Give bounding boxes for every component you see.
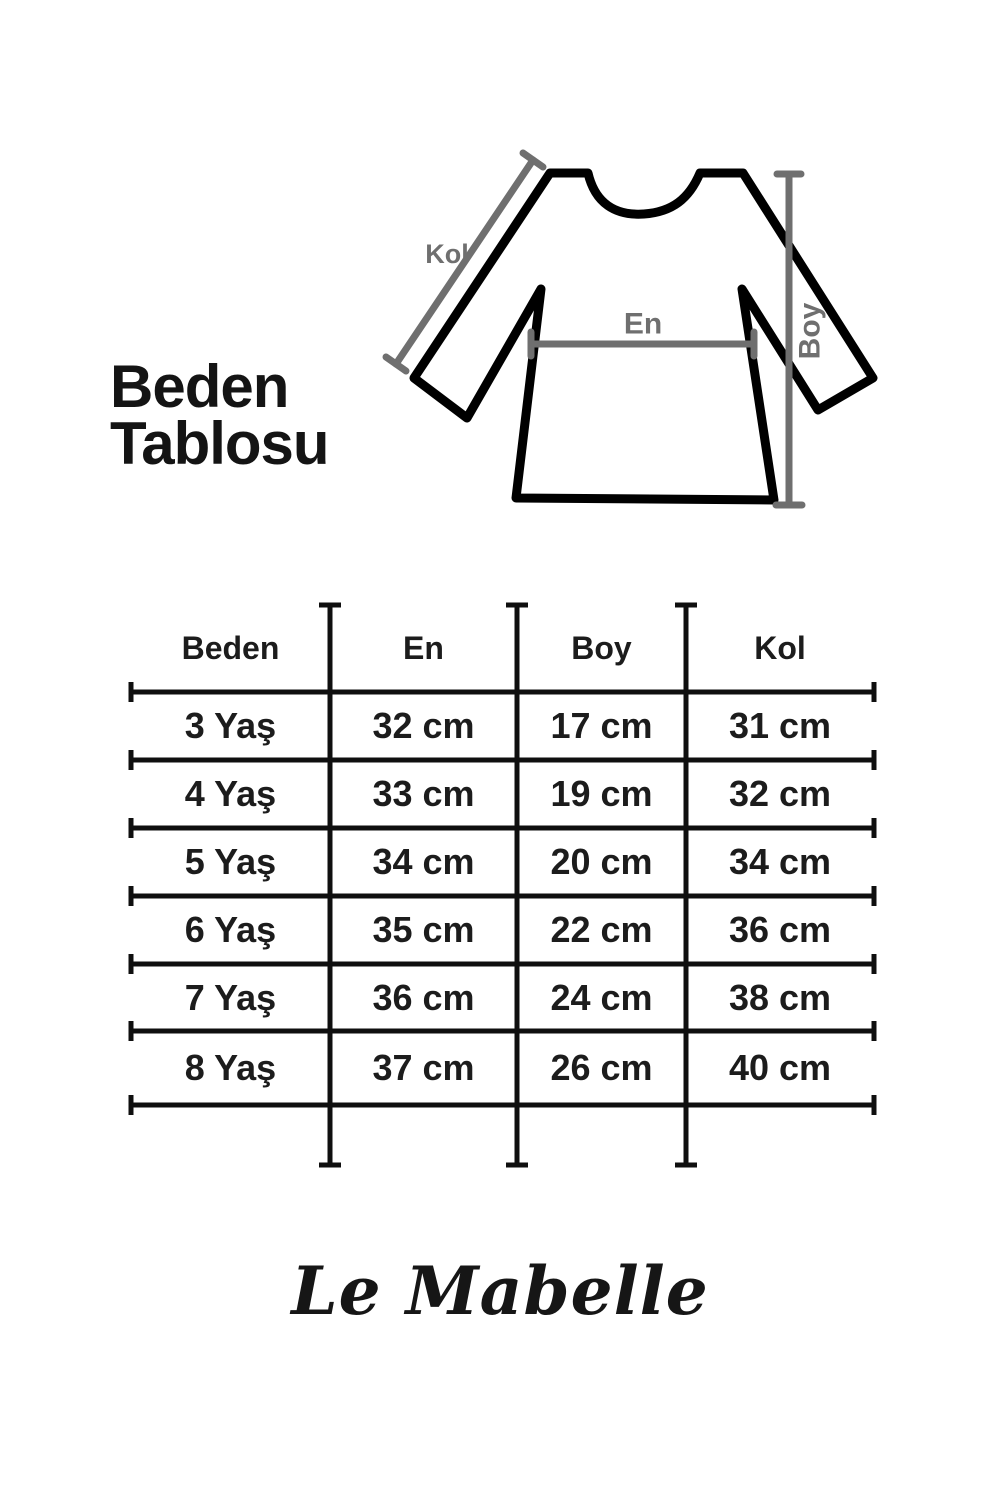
size-table — [131, 605, 874, 1105]
row-3yas-beden: 3 Yaş — [184, 705, 277, 746]
en-label: En — [623, 307, 663, 341]
row-7yas-boy: 24 cm — [550, 976, 653, 1018]
row-8yas-en: 37 cm — [372, 1047, 475, 1088]
page-title-line1: Beden — [110, 353, 289, 420]
row-6yas-boy: 22 cm — [550, 909, 653, 950]
header-kol: Kol — [754, 630, 806, 666]
page-title-line2: Tablosu — [110, 410, 329, 477]
row-5yas-beden: 5 Yaş — [184, 841, 277, 882]
header-boy: Boy — [571, 630, 632, 666]
row-6yas-kol: 36 cm — [728, 909, 832, 950]
row-8yas-kol: 40 cm — [728, 1047, 832, 1088]
row-4yas-kol: 32 cm — [728, 773, 832, 814]
kol-label: Kol — [425, 239, 469, 269]
row-7yas-kol: 38 cm — [728, 976, 832, 1018]
row-3yas-boy: 17 cm — [550, 705, 653, 746]
row-8yas-beden: 8 Yaş — [184, 1047, 277, 1088]
row-7yas-beden: 7 Yaş — [184, 976, 277, 1018]
row-7yas-en: 36 cm — [372, 976, 475, 1018]
row-3yas-kol: 31 cm — [728, 705, 832, 746]
row-8yas-boy: 26 cm — [550, 1047, 653, 1088]
row-5yas-en: 34 cm — [372, 841, 475, 882]
header-beden: Beden — [181, 630, 280, 666]
row-6yas-beden: 6 Yaş — [184, 909, 277, 950]
header-en: En — [403, 630, 444, 666]
row-4yas-en: 33 cm — [372, 773, 475, 814]
boy-label: Boy — [793, 302, 827, 360]
row-3yas-en: 32 cm — [372, 705, 475, 746]
brand-logo: Le Mabelle — [291, 1252, 709, 1330]
row-5yas-kol: 34 cm — [728, 841, 832, 882]
row-4yas-boy: 19 cm — [550, 773, 653, 814]
row-6yas-en: 35 cm — [372, 909, 475, 950]
row-5yas-boy: 20 cm — [550, 841, 653, 882]
row-4yas-beden: 4 Yaş — [184, 773, 277, 814]
